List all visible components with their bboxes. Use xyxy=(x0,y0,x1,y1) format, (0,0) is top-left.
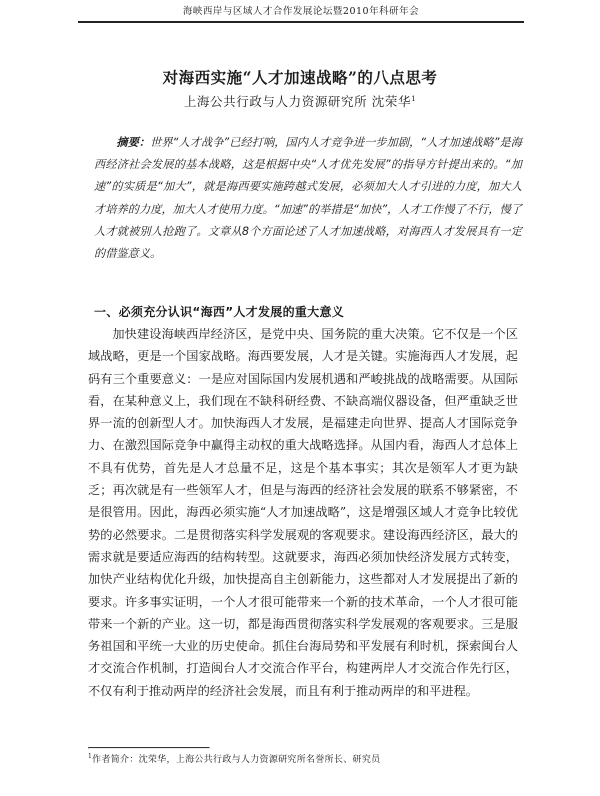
footnote-mark: 1 xyxy=(88,753,93,760)
abstract-label: 摘要： xyxy=(116,136,151,149)
footnote-text: 作者简介：沈荣华，上海公共行政与人力资源研究所名誉所长、研究员 xyxy=(92,755,381,765)
footnote xyxy=(88,752,528,765)
paper-title: 对海西实施“人才加速战略”的八点思考 xyxy=(162,68,438,87)
footnote-divider xyxy=(88,747,210,749)
abstract xyxy=(94,132,522,265)
section-heading: 一、必须充分认识“海西”人才发展的重大意义 xyxy=(94,305,345,319)
abstract-text: 世界“人才战争”已经打响，国内人才竞争进一步加剧，“人才加速战略”是海西经济社会发展的基本战略，这是根据中央“人才优先发展”的指导方针提出来的。“加速”的实质是“加大”，就是海西要实施跨越式发展，必须加大人才引进的力度，加大人才培养的力度，加大人才使用力度。“加速”的举措是“加快”，人才工作慢了不行，慢了人才就被别人抢跑了。文章从8个方面论述了人才加速战略，对海西人才发展具有一定的借鉴意义。 xyxy=(94,136,522,261)
running-header: 海峡西岸与区域人才合作发展论坛暨2010年科研年会 xyxy=(78,6,524,23)
author-line xyxy=(0,92,600,110)
section-body: 加快建设海峡西岸经济区，是党中央、国务院的重大决策。它不仅是一个区域战略，更是一个国家战略。海西要发展，人才是关键。实施海西人才发展，起码有三个重要意义：一是应对国际国内发展机遇和严峻挑战的战略需要。从国际看，在某种意义上，我们现在不缺科研经费、不缺高端仪器设备，但严重缺乏世界一流的创新型人才。加快海西人才发展，是福建走向世界、提高人才国际竞争力、在激烈国际竞争中赢得主动权的重大战略选择。从国内看，海西人才总体上不具有优势，首先是人才总量不足，这是个基本事实；其次是领军人才更为缺乏；再次就是有一些领军人才，但是与海西的经济社会发展的联系不够紧密，不是很管用。因此，海西必须实施“人才加速战略”，这是增强区域人才竞争比较优势的必然要求。二是贯彻落实科学发展观的客观要求。建设海西经济区，最大的需求就是要适应海西的结构转型。这就要求，海西必须加快经济发展方式转变，加快产业结构优化升级，加快提高自主创新能力，这些都对人才发展提出了新的要求。许多事实证明，一个人才很可能带来一个新的技术革命，一个人才很可能带来一个新的产业。这一切，都是海西贯彻落实科学发展观的客观要求。三是服务祖国和平统一大业的历史使命。抓住台海局势和平发展有利时机，探索闽台人才交流合作机制，打造闽台人才交流合作平台，构建两岸人才交流合作先行区，不仅有利于推动两岸的经济社会发展，而且有利于推动两岸的和平进程。 xyxy=(88,327,518,698)
author-affiliation: 上海公共行政与人力资源研究所 沈荣华 xyxy=(183,94,412,109)
author-footnote-mark: 1 xyxy=(411,94,417,103)
